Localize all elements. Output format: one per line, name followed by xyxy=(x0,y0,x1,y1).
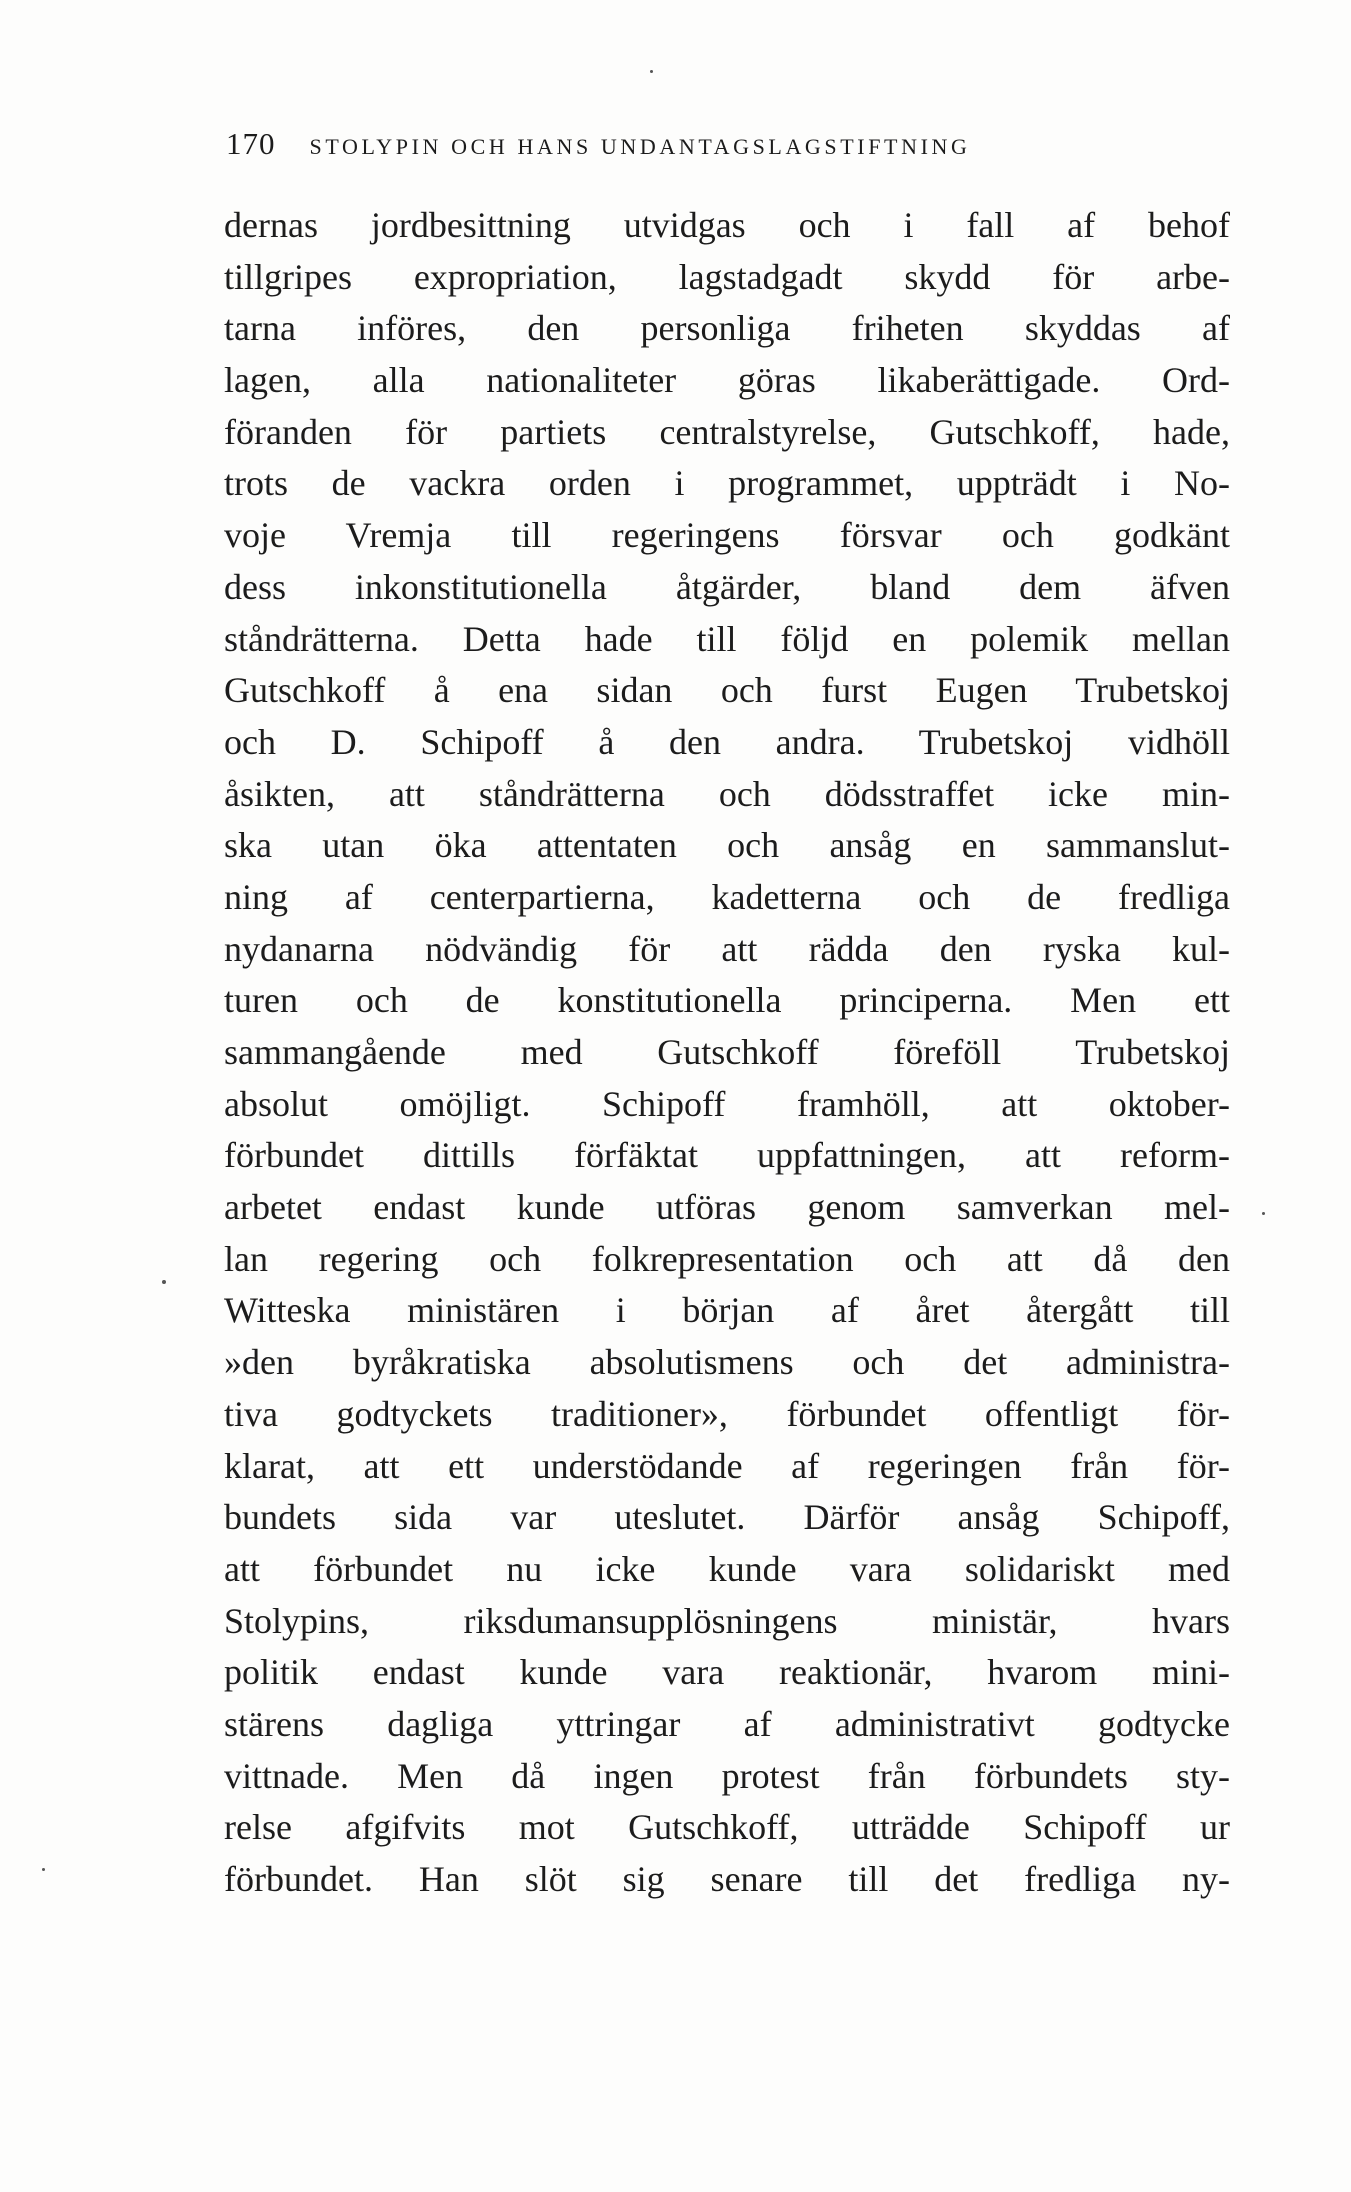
text-line: tarna införes, den personliga friheten skyddas af xyxy=(224,308,1230,349)
text-line: voje Vremja till regeringens försvar och godkänt xyxy=(224,515,1230,556)
text-line: sammangående med Gutschkoff föreföll Trubetskoj xyxy=(224,1032,1230,1072)
text-line: ståndrätterna. Detta hade till följd en polemik mellan xyxy=(224,618,1230,659)
text-line: dernas jordbesittning utvidgas och i fall af behof xyxy=(224,205,1230,245)
text-line: dess inkonstitutionella åtgärder, bland dem äfven xyxy=(224,566,1230,607)
text-line: arbetet endast kunde utföras genom samverkan mel- xyxy=(224,1187,1230,1228)
text-line: åsikten, att ståndrätterna och dödsstraffet icke min- xyxy=(224,773,1230,814)
page-number: 170 xyxy=(226,126,276,161)
body-text xyxy=(224,200,1230,1906)
text-line: Stolypins, riksdumansupplösningens ministär, hvars xyxy=(224,1600,1230,1641)
text-line: förbundet dittills förfäktat uppfattningen, att reform- xyxy=(224,1135,1230,1176)
text-line: förbundet. Han slöt sig senare till det fredliga ny- xyxy=(224,1859,1230,1899)
text-line: Witteska ministären i början af året återgått till xyxy=(224,1290,1230,1331)
text-line: föranden för partiets centralstyrelse, Gutschkoff, hade, xyxy=(224,411,1230,452)
text-line: stärens dagliga yttringar af administrativt godtycke xyxy=(224,1703,1230,1744)
paper-speck xyxy=(650,70,653,73)
text-line: ning af centerpartierna, kadetterna och de fredliga xyxy=(224,876,1230,917)
text-line: politik endast kunde vara reaktionär, hvarom mini- xyxy=(224,1652,1230,1693)
running-head: STOLYPIN OCH HANS UNDANTAGSLAGSTIFTNING xyxy=(309,134,971,159)
text-line: lagen, alla nationaliteter göras likaberättigade. Ord- xyxy=(224,360,1230,401)
text-line: nydanarna nödvändig för att rädda den ryska kul- xyxy=(224,928,1230,969)
text-line: klarat, att ett understödande af regeringen från för- xyxy=(224,1445,1230,1486)
text-line: bundets sida var uteslutet. Därför ansåg Schipoff, xyxy=(224,1497,1230,1538)
text-line: Gutschkoff å ena sidan och furst Eugen Trubetskoj xyxy=(224,670,1230,711)
text-line: »den byråkratiska absolutismens och det administra- xyxy=(224,1342,1230,1383)
page-header xyxy=(226,126,1226,176)
paper-speck xyxy=(1262,1212,1265,1215)
text-line: trots de vackra orden i programmet, uppträdt i No- xyxy=(224,463,1230,504)
text-line: tillgripes expropriation, lagstadgadt skydd för arbe- xyxy=(224,256,1230,297)
text-line: lan regering och folkrepresentation och att då den xyxy=(224,1238,1230,1279)
text-line: ska utan öka attentaten och ansåg en sammanslut- xyxy=(224,825,1230,866)
paper-speck xyxy=(162,1280,166,1284)
paper-speck xyxy=(42,1868,45,1871)
text-line: relse afgifvits mot Gutschkoff, utträdde Schipoff ur xyxy=(224,1807,1230,1848)
text-line: tiva godtyckets traditioner», förbundet offentligt för- xyxy=(224,1393,1230,1434)
text-line: turen och de konstitutionella principerna. Men ett xyxy=(224,980,1230,1021)
text-line: absolut omöjligt. Schipoff framhöll, att oktober- xyxy=(224,1083,1230,1124)
text-line: att förbundet nu icke kunde vara solidariskt med xyxy=(224,1548,1230,1589)
text-line: vittnade. Men då ingen protest från förbundets sty- xyxy=(224,1755,1230,1796)
text-line: och D. Schipoff å den andra. Trubetskoj vidhöll xyxy=(224,721,1230,762)
